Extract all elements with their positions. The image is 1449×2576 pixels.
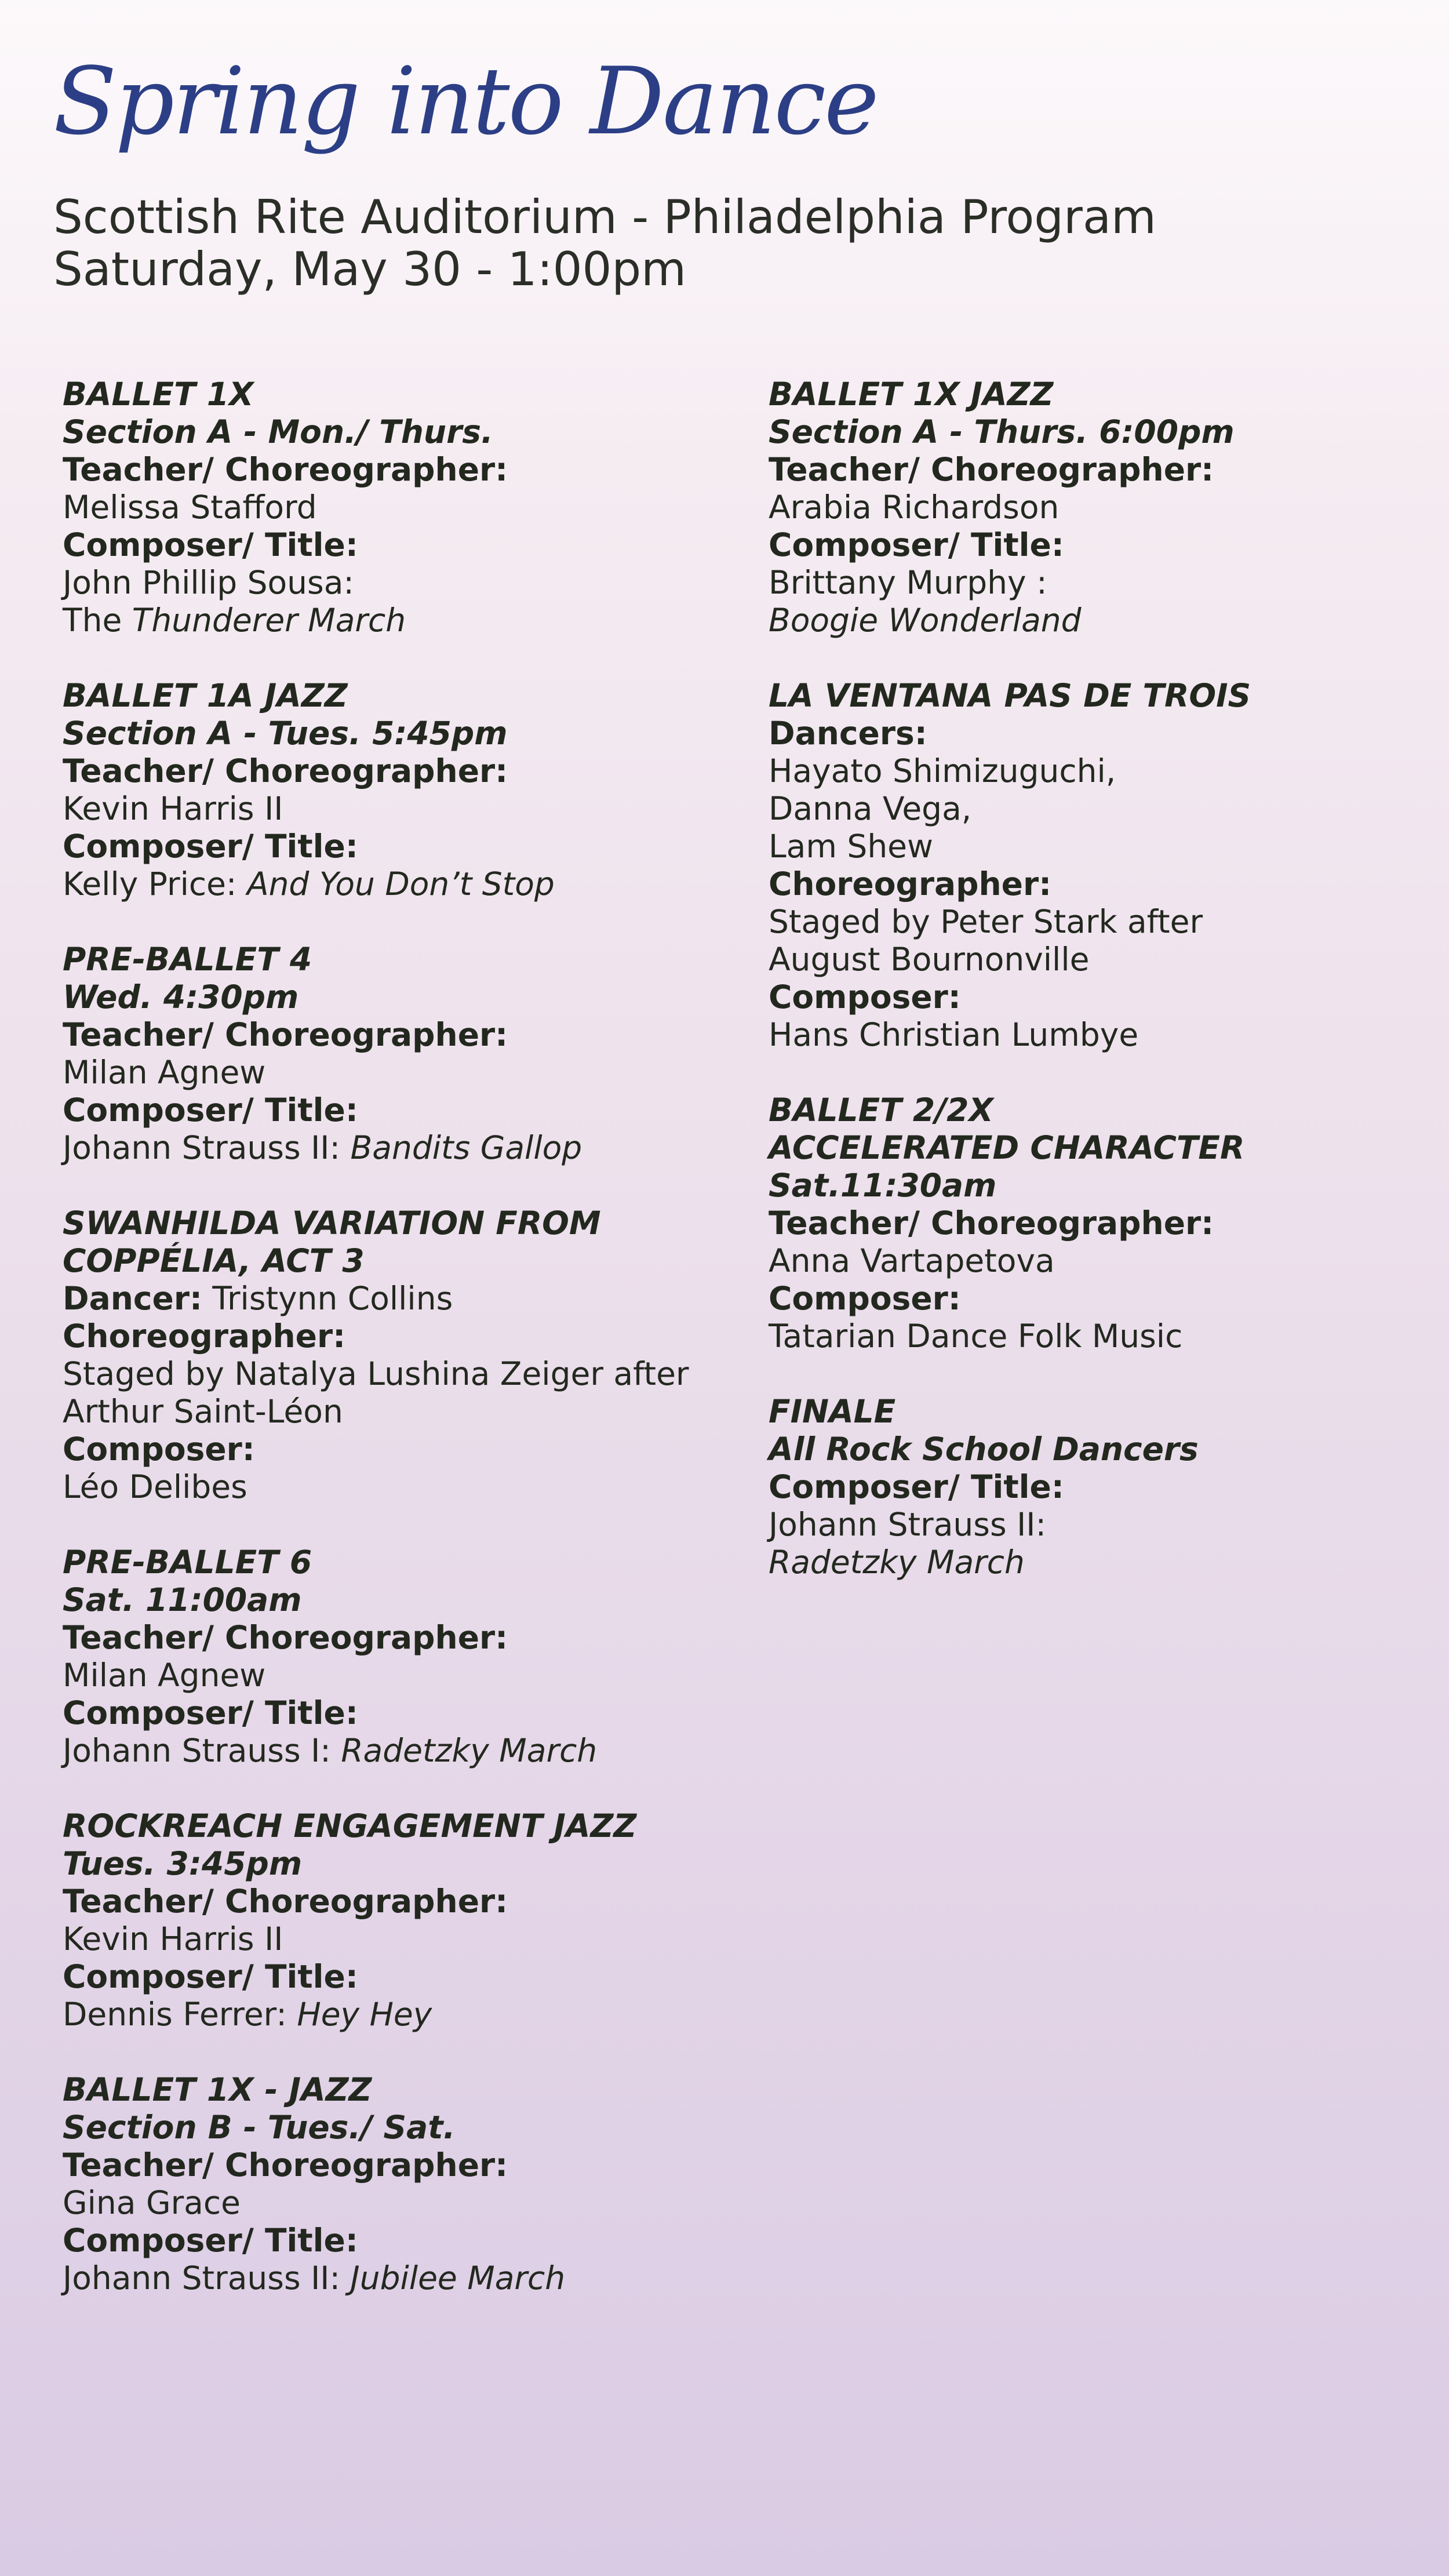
credit-label: Teacher/ Choreographer: (769, 451, 1214, 488)
program-entry (63, 1544, 729, 1770)
work-title: Radetzky March (769, 1544, 1025, 1581)
credit-label: Choreographer: (63, 1318, 346, 1355)
credit-label: Composer/ Title: (769, 1468, 1064, 1505)
entry-heading: BALLET 2/2X (769, 1091, 993, 1129)
credit-text: Johann Strauss II: (769, 1506, 1047, 1543)
credit-text: Kevin Harris II (63, 1920, 283, 1958)
credit-label: Composer/ Title: (63, 2222, 358, 2259)
entry-heading: Section A - Tues. 5:45pm (63, 715, 508, 752)
program-entry (63, 2071, 729, 2297)
credit-text: Staged by Peter Stark after (769, 903, 1203, 940)
credit-text: Léo Delibes (63, 1468, 247, 1505)
entry-heading: BALLET 1X (63, 376, 254, 413)
credit-line (63, 1996, 729, 2033)
credit-label: Composer/ Title: (63, 828, 358, 865)
credit-text: Staged by Natalya Lushina Zeiger after (63, 1355, 689, 1392)
entry-heading: BALLET 1X - JAZZ (63, 2071, 372, 2108)
credit-line (63, 1280, 729, 1318)
entry-heading: BALLET 1A JAZZ (63, 677, 348, 714)
entry-heading: ACCELERATED CHARACTER (769, 1129, 1245, 1166)
credit-label: Teacher/ Choreographer: (63, 1883, 508, 1920)
credit-text: Melissa Stafford (63, 489, 317, 526)
credit-label: Teacher/ Choreographer: (63, 752, 508, 789)
credit-name: Johann Strauss I: (63, 1732, 341, 1769)
work-title: Thunderer March (132, 602, 406, 639)
credit-text: Kevin Harris II (63, 790, 283, 827)
credit-text: Lam Shew (769, 828, 933, 865)
entry-heading: BALLET 1X JAZZ (769, 376, 1054, 413)
entry-heading: Sat.11:30am (769, 1167, 997, 1204)
credit-text: Brittany Murphy : (769, 564, 1047, 601)
credit-text: Hayato Shimizuguchi, (769, 752, 1116, 789)
entry-heading: COPPÉLIA, ACT 3 (63, 1242, 365, 1279)
program-column-left (63, 376, 729, 2335)
entry-heading: ROCKREACH ENGAGEMENT JAZZ (63, 1807, 637, 1844)
page-title: Spring into Dance (53, 47, 878, 155)
credit-label: Composer/ Title: (63, 526, 358, 563)
credit-line (63, 1129, 729, 1167)
credit-text: August Bournonville (769, 941, 1090, 978)
credit-text: Hans Christian Lumbye (769, 1016, 1139, 1053)
credit-text: Gina Grace (63, 2184, 241, 2221)
program-entry (63, 677, 729, 903)
credit-label: Teacher/ Choreographer: (63, 1016, 508, 1053)
credit-text: John Phillip Sousa: (63, 564, 354, 601)
credit-label: Teacher/ Choreographer: (63, 451, 508, 488)
entry-heading: Section A - Mon./ Thurs. (63, 413, 493, 450)
program-entry (63, 941, 729, 1167)
program-subtitle (53, 191, 1156, 296)
entry-heading: Wed. 4:30pm (63, 978, 299, 1016)
credit-label: Composer/ Title: (63, 1694, 358, 1731)
credit-text: Tatarian Dance Folk Music (769, 1318, 1183, 1355)
entry-heading: Tues. 3:45pm (63, 1845, 303, 1882)
credit-line (63, 602, 729, 639)
credit-label: Dancers: (769, 715, 927, 752)
credit-line (63, 865, 729, 903)
entry-heading: PRE-BALLET 6 (63, 1544, 312, 1581)
program-entry (769, 1091, 1435, 1355)
entry-heading: All Rock School Dancers (769, 1431, 1199, 1468)
work-title: Bandits Gallop (350, 1129, 582, 1166)
credit-label: Composer/ Title: (63, 1958, 358, 1995)
credit-name: Johann Strauss II: (63, 2260, 351, 2297)
credit-text: Arthur Saint-Léon (63, 1393, 343, 1430)
credit-label: Choreographer: (769, 865, 1052, 903)
credit-label: Composer: (769, 1280, 961, 1317)
credit-text: Milan Agnew (63, 1657, 266, 1694)
program-entry (63, 376, 729, 639)
entry-heading: Section A - Thurs. 6:00pm (769, 413, 1235, 450)
credit-line (63, 1732, 729, 1770)
entry-heading: LA VENTANA PAS DE TROIS (769, 677, 1251, 714)
work-title: Boogie Wonderland (769, 602, 1082, 639)
entry-heading: SWANHILDA VARIATION FROM (63, 1205, 601, 1242)
venue-line: Scottish Rite Auditorium - Philadelphia Program (53, 190, 1156, 244)
entry-heading: PRE-BALLET 4 (63, 941, 312, 978)
program-entry (63, 1807, 729, 2033)
date-time-line: Saturday, May 30 - 1:00pm (53, 242, 687, 296)
work-title: Jubilee March (350, 2260, 566, 2297)
entry-heading: FINALE (769, 1393, 896, 1430)
program-column-right (769, 376, 1435, 1619)
entry-heading: Sat. 11:00am (63, 1581, 302, 1618)
credit-label: Composer: (769, 978, 961, 1016)
credit-line (63, 2260, 729, 2297)
credit-name: Tristynn Collins (202, 1280, 453, 1317)
program-entry (769, 1393, 1435, 1581)
credit-text: Milan Agnew (63, 1054, 266, 1091)
credit-text: Danna Vega, (769, 790, 972, 827)
work-title: And You Don’t Stop (246, 865, 555, 903)
credit-name: Dennis Ferrer: (63, 1996, 297, 2033)
credit-label: Teacher/ Choreographer: (63, 1619, 508, 1656)
credit-name: Kelly Price: (63, 865, 247, 903)
work-title: Radetzky March (341, 1732, 598, 1769)
credit-label: Composer/ Title: (63, 1091, 358, 1129)
credit-label: Teacher/ Choreographer: (63, 2146, 508, 2184)
credit-label: Teacher/ Choreographer: (769, 1205, 1214, 1242)
credit-name: The (63, 602, 132, 639)
credit-label: Composer/ Title: (769, 526, 1064, 563)
program-entry (769, 677, 1435, 1054)
credit-text: Anna Vartapetova (769, 1242, 1055, 1279)
work-title: Hey Hey (297, 1996, 432, 2033)
program-entry (769, 376, 1435, 639)
program-entry (63, 1205, 729, 1506)
credit-text: Arabia Richardson (769, 489, 1060, 526)
credit-label: Composer: (63, 1431, 255, 1468)
credit-name: Johann Strauss II: (63, 1129, 351, 1166)
entry-heading: Section B - Tues./ Sat. (63, 2109, 456, 2146)
credit-label: Dancer: (63, 1280, 202, 1317)
